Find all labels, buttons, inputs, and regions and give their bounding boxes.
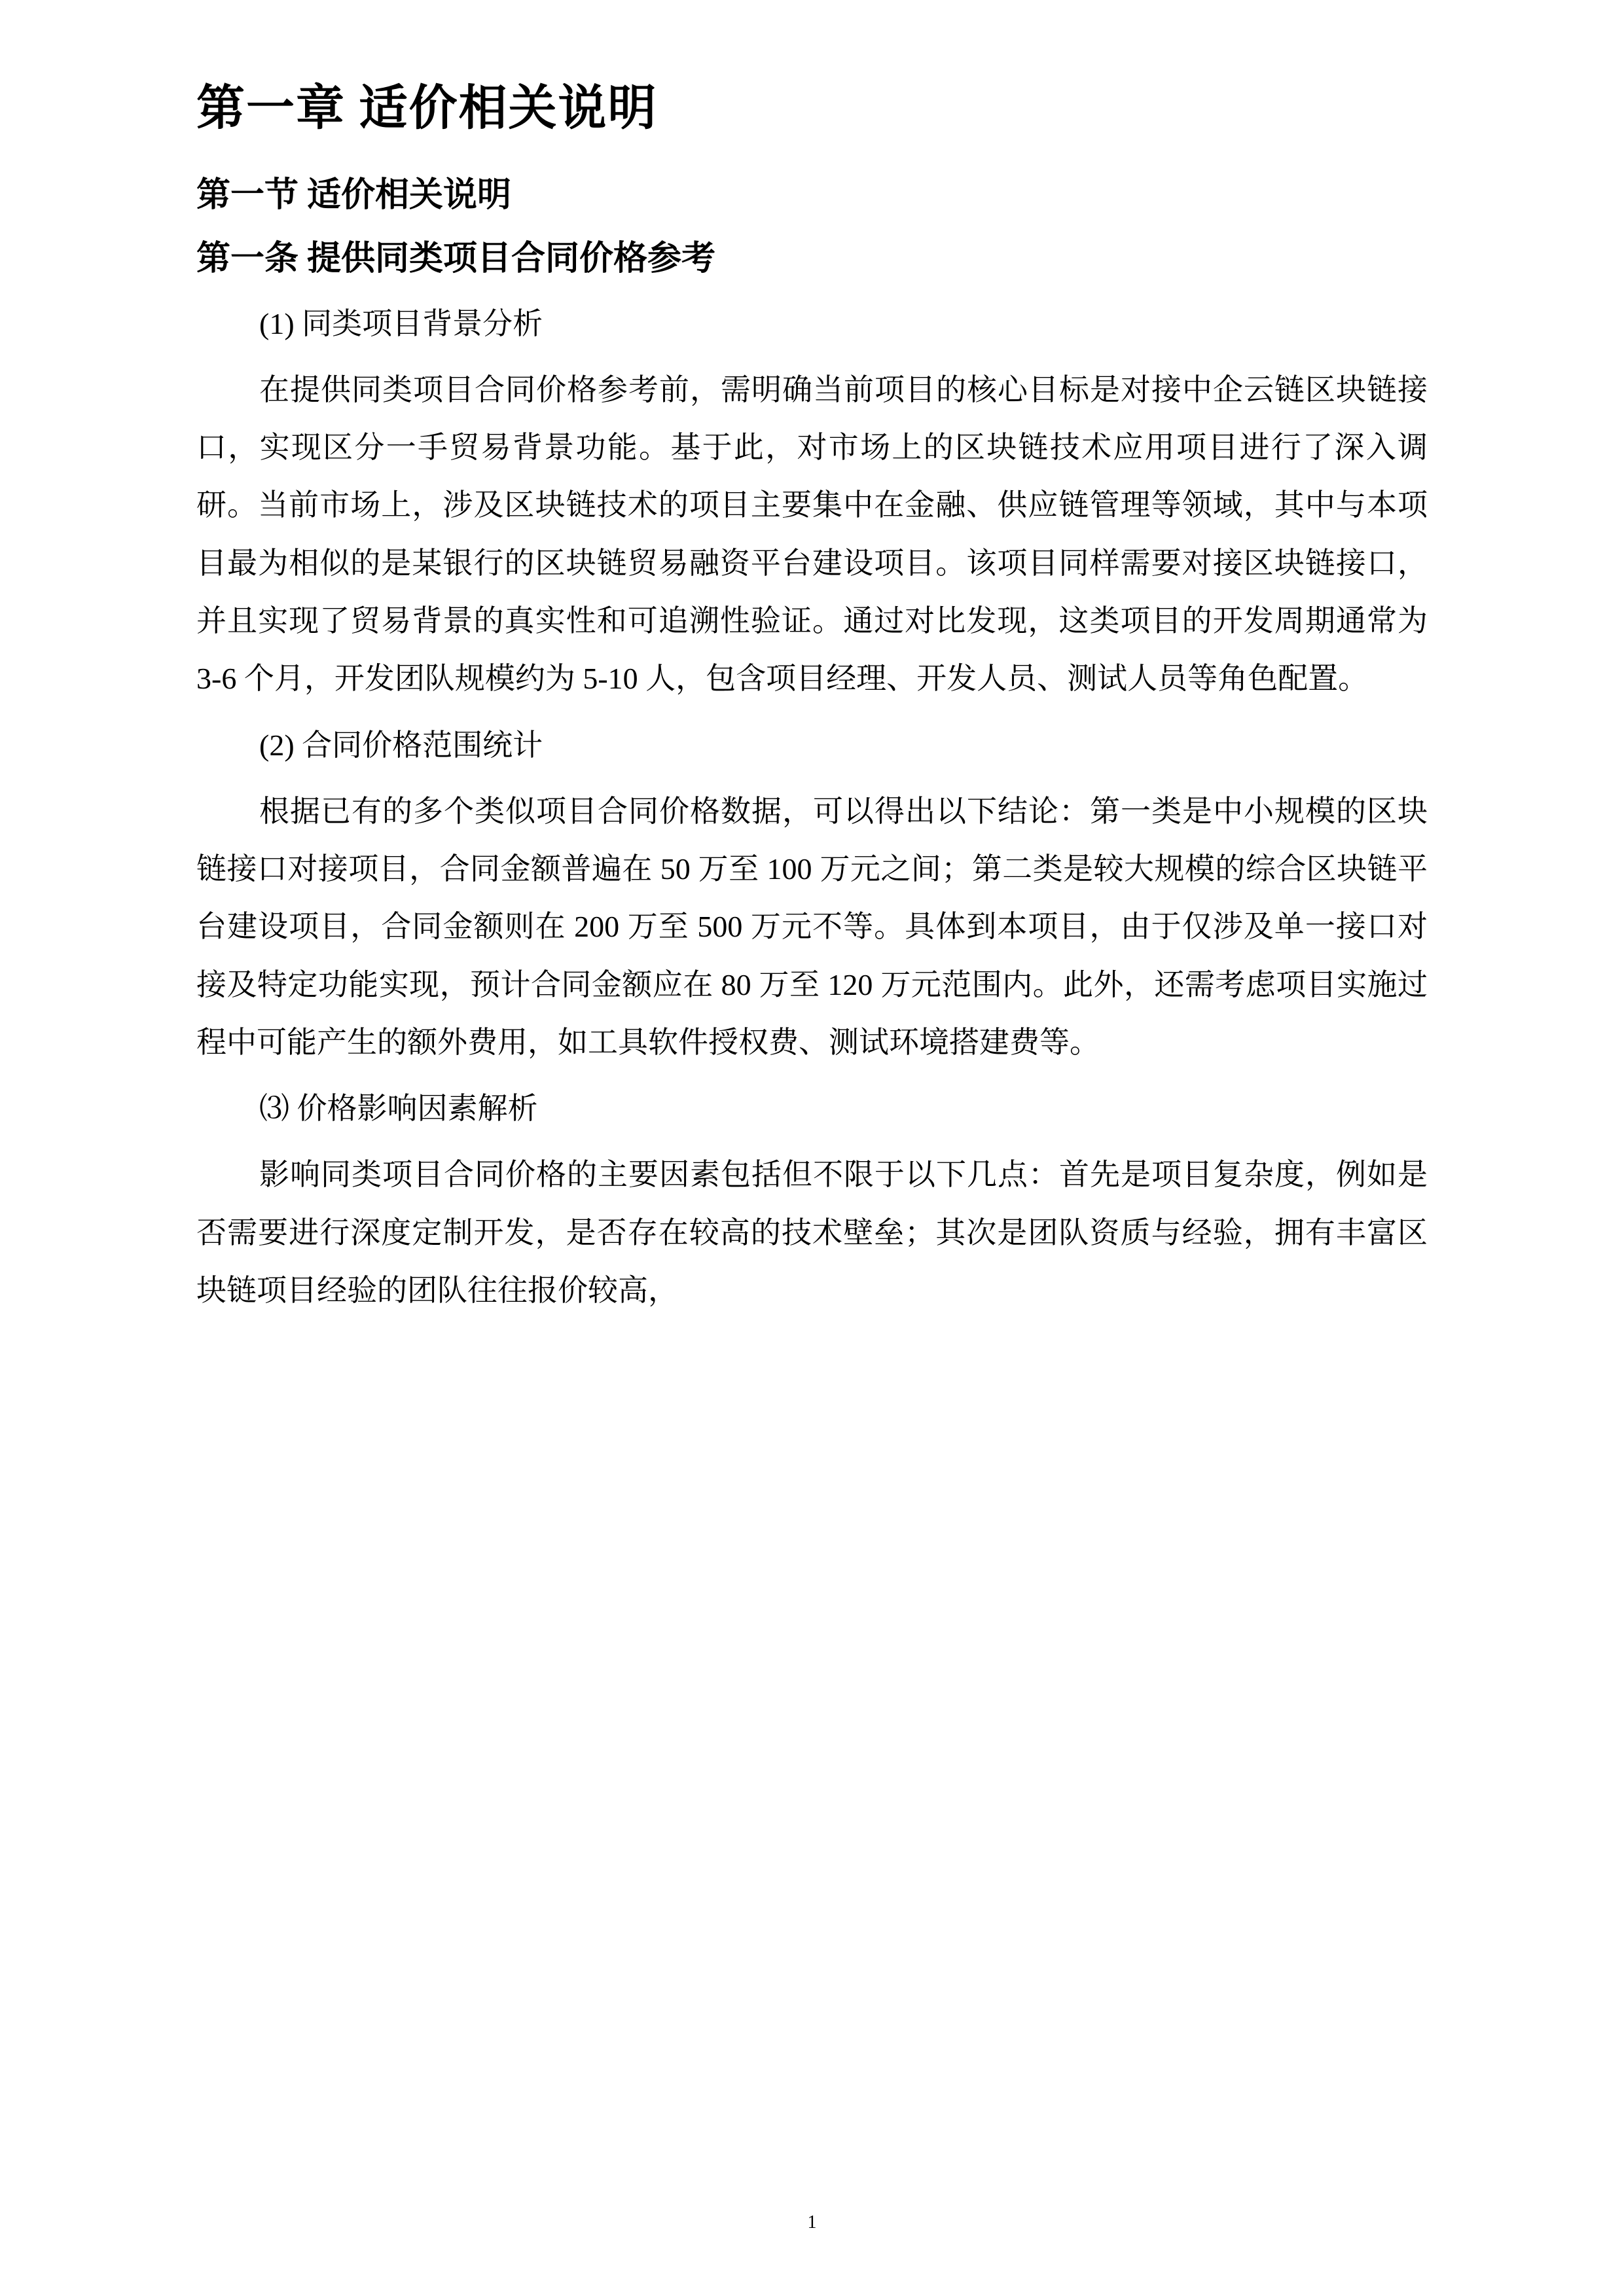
body-paragraph-2: 根据已有的多个类似项目合同价格数据，可以得出以下结论：第一类是中小规模的区块链接口对接项目，合同金额普遍在 50 万至 100 万元之间；第二类是较大规模的综合区块链平台建设项目，合同金额则在 200 万至 500 万元不等。具体到本项目，由于仅涉及单一接口对接及特定功能实现，预计合同金额应在 80 万至 120 万元范围内。此外，还需考虑项目实施过程中可能产生的额外费用，如工具软件授权费、测试环境搭建费等。 bbox=[196, 794, 1428, 1059]
body-paragraph-1: 在提供同类项目合同价格参考前，需明确当前项目的核心目标是对接中企云链区块链接口，实现区分一手贸易背景功能。基于此，对市场上的区块链技术应用项目进行了深入调研。当前市场上，涉及区块链技术的项目主要集中在金融、供应链管理等领域，其中与本项目最为相似的是某银行的区块链贸易融资平台建设项目。该项目同样需要对接区块链接口，并且实现了贸易背景的真实性和可追溯性验证。通过对比发现，这类项目的开发周期通常为 3-6 个月，开发团队规模约为 5-10 人，包含项目经理、开发人员、测试人员等角色配置。 bbox=[196, 372, 1428, 696]
section-heading: 第一节 适价相关说明 bbox=[196, 176, 512, 214]
body-paragraph-3: 影响同类项目合同价格的主要因素包括但不限于以下几点：首先是项目复杂度，例如是否需要进行深度定制开发，是否存在较高的技术壁垒；其次是团队资质与经验，拥有丰富区块链项目经验的团队往往报价较高， bbox=[196, 1158, 1428, 1308]
page-title: 第一章 适价相关说明 bbox=[196, 82, 658, 135]
article-heading: 第一条 提供同类项目合同价格参考 bbox=[196, 240, 716, 278]
page-number: 1 bbox=[807, 2212, 817, 2233]
list-item-label-1: (1) 同类项目背景分析 bbox=[259, 306, 543, 340]
list-item-label-3: ⑶ 价格影响因素解析 bbox=[259, 1092, 538, 1126]
list-item-label-2: (2) 合同价格范围统计 bbox=[259, 728, 543, 762]
